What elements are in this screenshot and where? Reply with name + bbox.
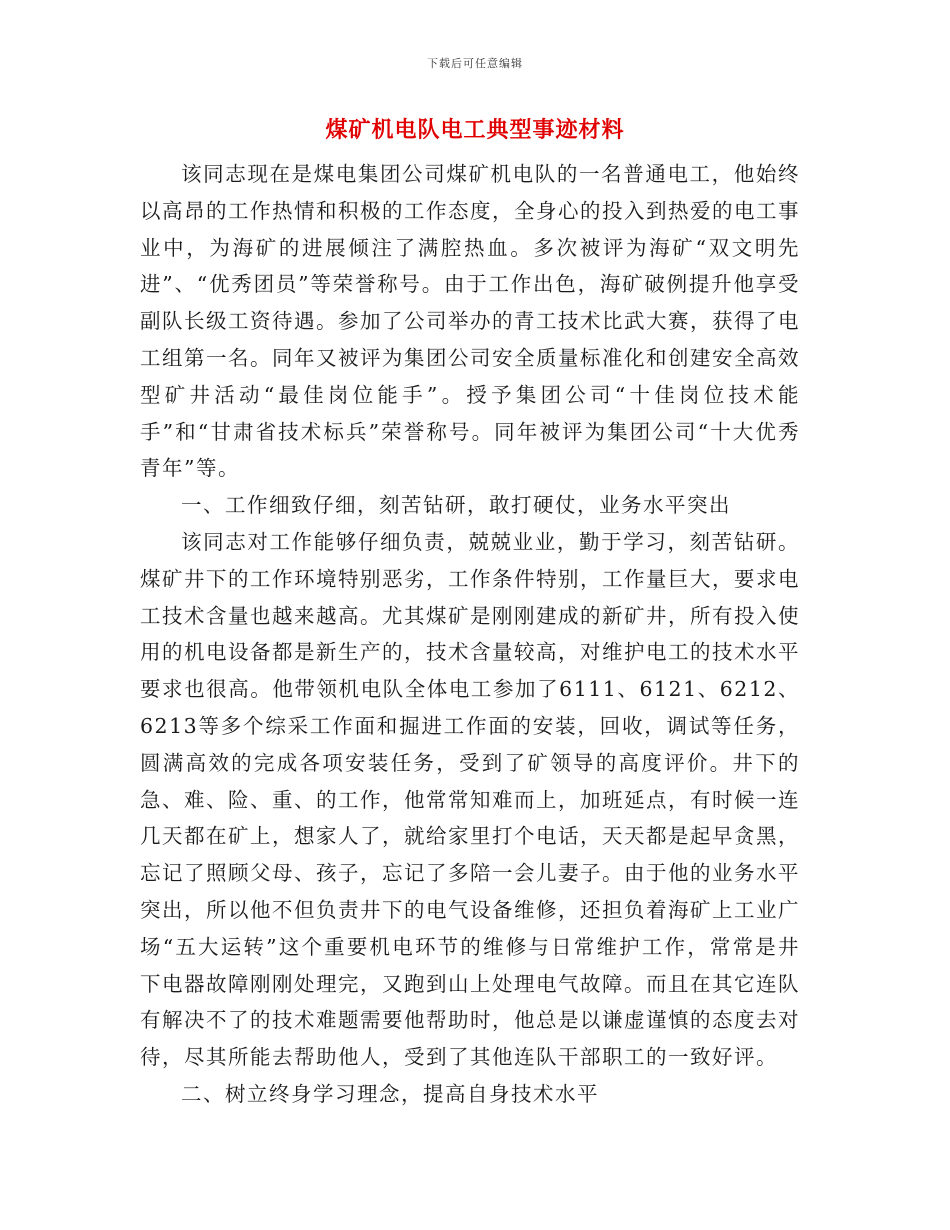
section-heading-2: 二、树立终身学习理念，提高自身技术水平 [181, 1081, 599, 1106]
paragraph-intro: 该同志现在是煤电集团公司煤矿机电队的一名普通电工，他始终以高昂的工作热情和积极的工作态度，全身心的投入到热爱的电工事业中，为海矿的进展倾注了满腔热血。多次被评为海矿“双文明先进”、“优秀团员”等荣誉称号。由于工作出色，海矿破例提升他享受副队长级工资待遇。参加了公司举办的青工技术比武大赛，获得了电工组第一名。同年又被评为集团公司安全质量标准化和创建安全高效型矿井活动“最佳岗位能手”。授予集团公司“十佳岗位技术能手”和“甘肃省技术标兵”荣誉称号。同年被评为集团公司“十大优秀青年”等。 [140, 162, 800, 481]
document-body [140, 156, 800, 1113]
header-note: 下载后可任意编辑 [427, 57, 523, 70]
paragraph-section-1: 该同志对工作能够仔细负责，兢兢业业，勤于学习，刻苦钻研。煤矿井下的工作环境特别恶劣，工作条件特别，工作量巨大，要求电工技术含量也越来越高。尤其煤矿是刚刚建成的新矿井，所有投入使用的机电设备都是新生产的，技术含量较高，对维护电工的技术水平要求也很高。他带领机电队全体电工参加了6111、6121、6212、6213等多个综采工作面和掘进工作面的安装，回收，调试等任务，圆满高效的完成各项安装任务，受到了矿领导的高度评价。井下的急、难、险、重、的工作，他常常知难而上，加班延点，有时候一连几天都在矿上，想家人了，就给家里打个电话，天天都是起早贪黑，忘记了照顾父母、孩子，忘记了多陪一会儿妻子。由于他的业务水平突出，所以他不但负责井下的电气设备维修，还担负着海矿上工业广场“五大运转”这个重要机电环节的维修与日常维护工作，常常是井下电器故障刚刚处理完，又跑到山上处理电气故障。而且在其它连队有解决不了的技术难题需要他帮助时，他总是以谦虚谨慎的态度去对待，尽其所能去帮助他人，受到了其他连队干部职工的一致好评。 [140, 529, 800, 1070]
document-title: 煤矿机电队电工典型事迹材料 [325, 117, 625, 143]
section-heading-1: 一、工作细致仔细，刻苦钻研，敢打硬仗，业务水平突出 [181, 493, 731, 518]
